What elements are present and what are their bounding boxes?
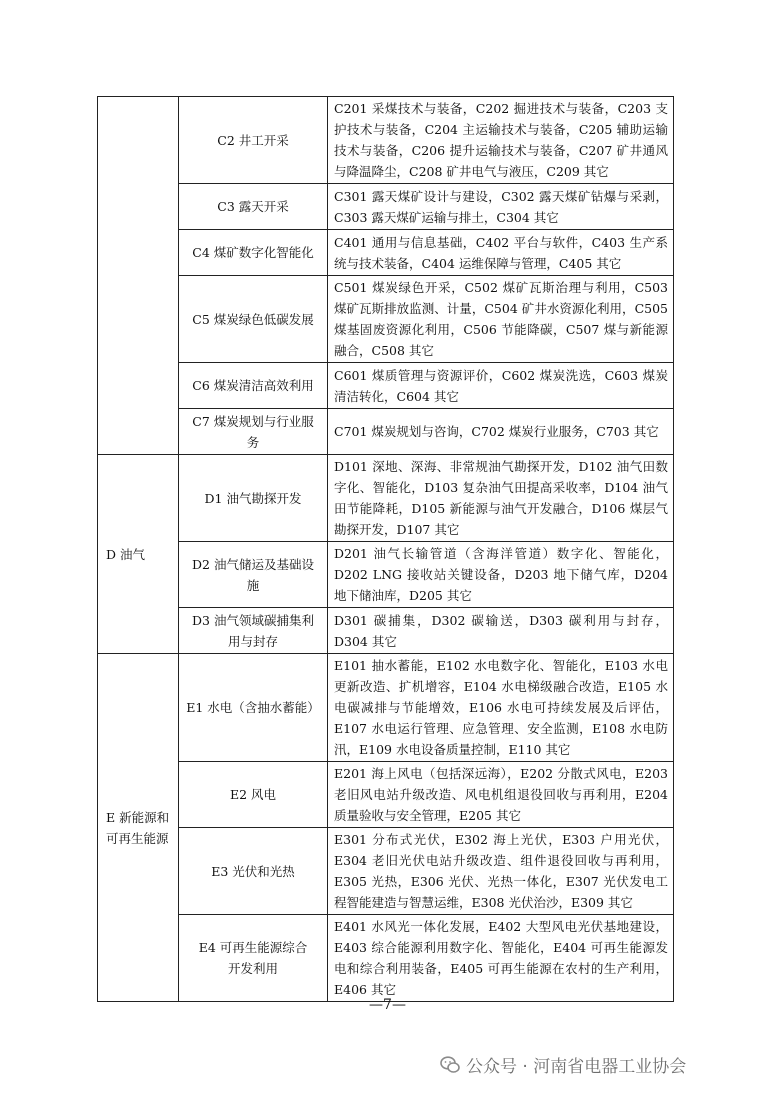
content-cell: E201 海上风电（包括深远海），E202 分散式风电，E203 老旧风电站升级改造、风电机组退役回收与再利用，E204 质量验收与安全管理，E205 其它 [328,762,674,828]
subcategory-cell: C3 露天开采 [179,184,328,230]
content-cell: D101 深地、深海、非常规油气勘探开发，D102 油气田数字化、智能化，D103 复杂油气田提高采收率，D104 油气田节能降耗，D105 新能源与油气开发融合，D106 煤层气勘探开发，D107 其它 [328,455,674,542]
watermark [440,1052,686,1077]
subcategory-cell: C5 煤炭绿色低碳发展 [179,276,328,363]
subcategory-cell: D2 油气储运及基础设施 [179,542,328,608]
table-row [98,363,674,409]
subcategory-cell: E1 水电（含抽水蓄能） [179,654,328,762]
content-cell: E301 分布式光伏，E302 海上光伏，E303 户用光伏，E304 老旧光伏电站升级改造、组件退役回收与再利用，E305 光热，E306 光伏、光热一体化，E307 光伏发电工程智能建造与智慧运维，E308 光伏治沙，E309 其它 [328,828,674,915]
content-cell: C501 煤炭绿色开采，C502 煤矿瓦斯治理与利用，C503 煤矿瓦斯排放监测、计量，C504 矿井水资源化利用，C505 煤基固废资源化利用，C506 节能降碳，C507 煤与新能源融合，C508 其它 [328,276,674,363]
page-number: —7— [369,997,406,1013]
content-cell: C301 露天煤矿设计与建设，C302 露天煤矿钻爆与采剥，C303 露天煤矿运输与排土，C304 其它 [328,184,674,230]
content-cell: D201 油气长输管道（含海洋管道）数字化、智能化，D202 LNG 接收站关键设备，D203 地下储气库，D204 地下储油库，D205 其它 [328,542,674,608]
content-cell: D301 碳捕集，D302 碳输送，D303 碳利用与封存，D304 其它 [328,608,674,654]
table-row [98,608,674,654]
table-row [98,230,674,276]
category-cell-d: D 油气 [98,455,179,654]
subcategory-cell: E2 风电 [179,762,328,828]
category-cell-e: E 新能源和可再生能源 [98,654,179,1002]
subcategory-cell: D3 油气领域碳捕集利用与封存 [179,608,328,654]
subcategory-cell: E3 光伏和光热 [179,828,328,915]
table-row [98,455,674,542]
table-row [98,409,674,455]
category-cell-c [98,97,179,455]
subcategory-cell: C6 煤炭清洁高效利用 [179,363,328,409]
table-row [98,915,674,1002]
table-row [98,828,674,915]
subcategory-cell: E4 可再生能源综合开发利用 [179,915,328,1002]
content-cell: C201 采煤技术与装备，C202 掘进技术与装备，C203 支护技术与装备，C204 主运输技术与装备，C205 辅助运输技术与装备，C206 提升运输技术与装备，C207 矿井通风与降温降尘，C208 矿井电气与液压，C209 其它 [328,97,674,184]
content-cell: C701 煤炭规划与咨询，C702 煤炭行业服务，C703 其它 [328,409,674,455]
table-row [98,276,674,363]
content-cell: C401 通用与信息基础，C402 平台与软件，C403 生产系统与技术装备，C404 运维保障与管理，C405 其它 [328,230,674,276]
watermark-text: 公众号 · 河南省电器工业协会 [466,1057,687,1077]
category-table [97,96,674,1002]
subcategory-cell: C4 煤矿数字化智能化 [179,230,328,276]
table-row [98,542,674,608]
content-cell: E401 水风光一体化发展，E402 大型风电光伏基地建设，E403 综合能源利用数字化、智能化，E404 可再生能源发电和综合利用装备，E405 可再生能源在农村的生产利用，E406 其它 [328,915,674,1002]
table-row [98,97,674,184]
subcategory-cell: D1 油气勘探开发 [179,455,328,542]
table-row [98,184,674,230]
content-cell: E101 抽水蓄能，E102 水电数字化、智能化，E103 水电更新改造、扩机增容，E104 水电梯级融合改造，E105 水电碳减排与节能增效，E106 水电可持续发展及后评估，E107 水电运行管理、应急管理、安全监测，E108 水电防汛，E109 水电设备质量控制，E110 其它 [328,654,674,762]
wechat-icon [440,1056,460,1074]
subcategory-cell: C2 井工开采 [179,97,328,184]
content-cell: C601 煤质管理与资源评价，C602 煤炭洗选，C603 煤炭清洁转化，C604 其它 [328,363,674,409]
subcategory-cell: C7 煤炭规划与行业服务 [179,409,328,455]
table-row [98,762,674,828]
table-row [98,654,674,762]
